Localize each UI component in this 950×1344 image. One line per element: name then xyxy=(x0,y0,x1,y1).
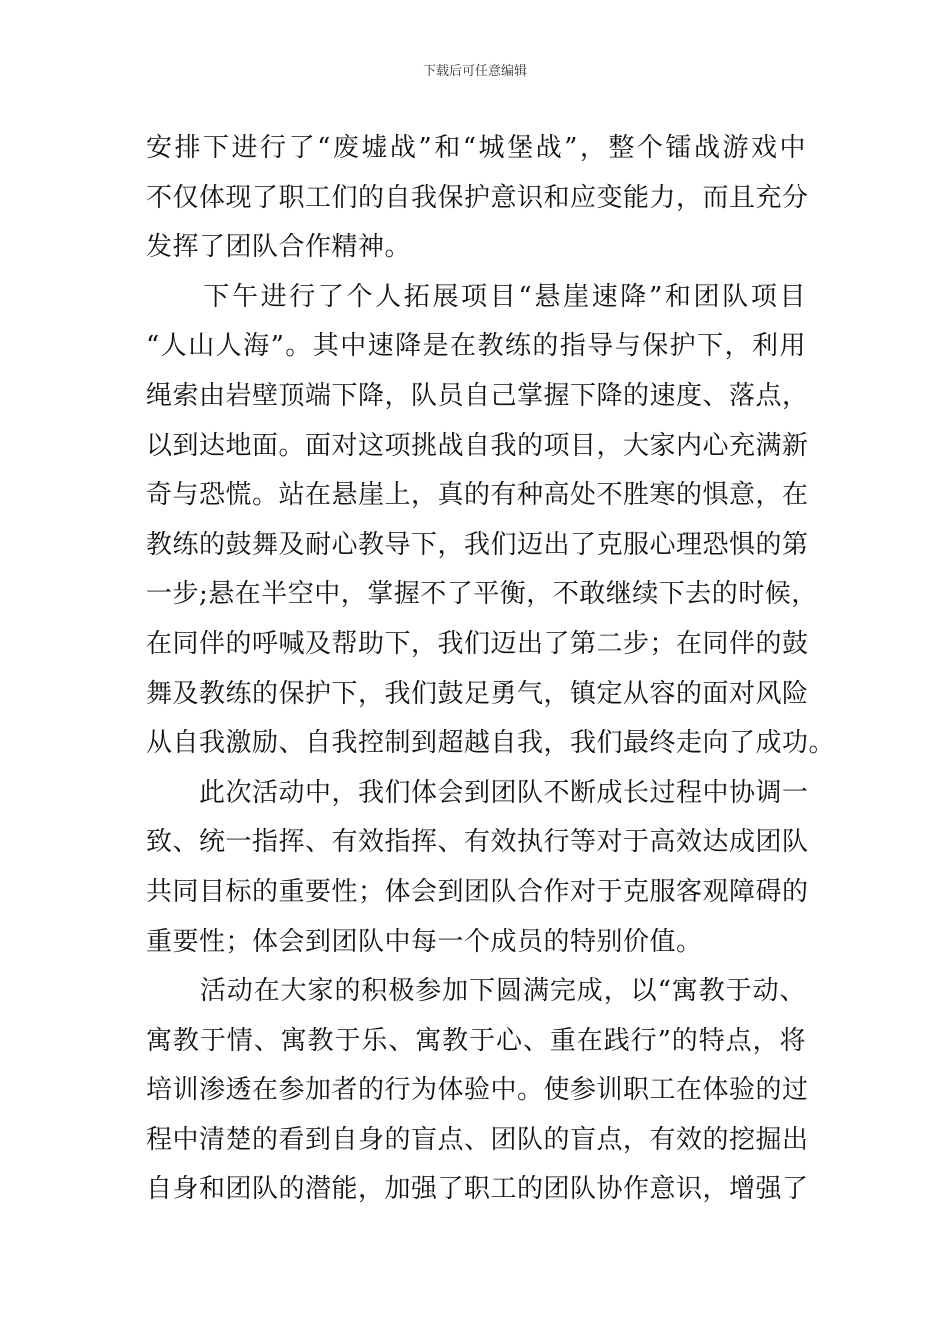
text-line: 教练的鼓舞及耐心教导下，我们迈出了克服心理恐惧的第 xyxy=(146,529,809,560)
text-line: 从自我激励、自我控制到超越自我，我们最终走向了成功。 xyxy=(146,728,836,759)
text-line: 致、统一指挥、有效指挥、有效执行等对于高效达成团队 xyxy=(146,827,809,858)
text-line: 奇与恐慌。站在悬崖上，真的有种高处不胜寒的惧意，在 xyxy=(146,480,809,511)
text-line: 活动在大家的积极参加下圆满完成，以“寓教于动、 xyxy=(146,976,806,1007)
text-line: 此次活动中，我们体会到团队不断成长过程中协调一 xyxy=(146,777,809,808)
text-line: “人山人海”。其中速降是在教练的指导与保护下，利用 xyxy=(146,331,806,362)
text-line: 一步;悬在半空中，掌握不了平衡，不敢继续下去的时候， xyxy=(146,579,818,610)
document-body xyxy=(146,124,836,1215)
text-line: 共同目标的重要性；体会到团队合作对于克服客观障碍的 xyxy=(146,876,809,907)
text-line: 寓教于情、寓教于乐、寓教于心、重在践行”的特点，将 xyxy=(146,1025,806,1056)
text-line: 绳索由岩壁顶端下降，队员自己掌握下降的速度、落点， xyxy=(146,380,809,411)
text-line: 以到达地面。面对这项挑战自我的项目，大家内心充满新 xyxy=(146,430,809,461)
text-line: 培训渗透在参加者的行为体验中。使参训职工在体验的过 xyxy=(146,1075,809,1106)
text-line: 安排下进行了“废墟战”和“城堡战”，整个镭战游戏中 xyxy=(146,133,806,163)
text-line: 程中清楚的看到自身的盲点、团队的盲点，有效的挖掘出 xyxy=(146,1124,809,1155)
text-line: 舞及教练的保护下，我们鼓足勇气，镇定从容的面对风险 xyxy=(146,678,809,709)
text-line: 重要性；体会到团队中每一个成员的特别价值。 xyxy=(146,926,703,957)
text-line: 下午进行了个人拓展项目“悬崖速降”和团队项目 xyxy=(146,281,806,312)
text-line: 自身和团队的潜能，加强了职工的团队协作意识，增强了 xyxy=(146,1174,809,1205)
page-header: 下载后可任意编辑 xyxy=(422,64,527,79)
text-line: 发挥了团队合作精神。 xyxy=(146,232,412,263)
text-line: 不仅体现了职工们的自我保护意识和应变能力，而且充分 xyxy=(146,182,809,213)
text-line: 在同伴的呼喊及帮助下，我们迈出了第二步；在同伴的鼓 xyxy=(146,628,809,659)
